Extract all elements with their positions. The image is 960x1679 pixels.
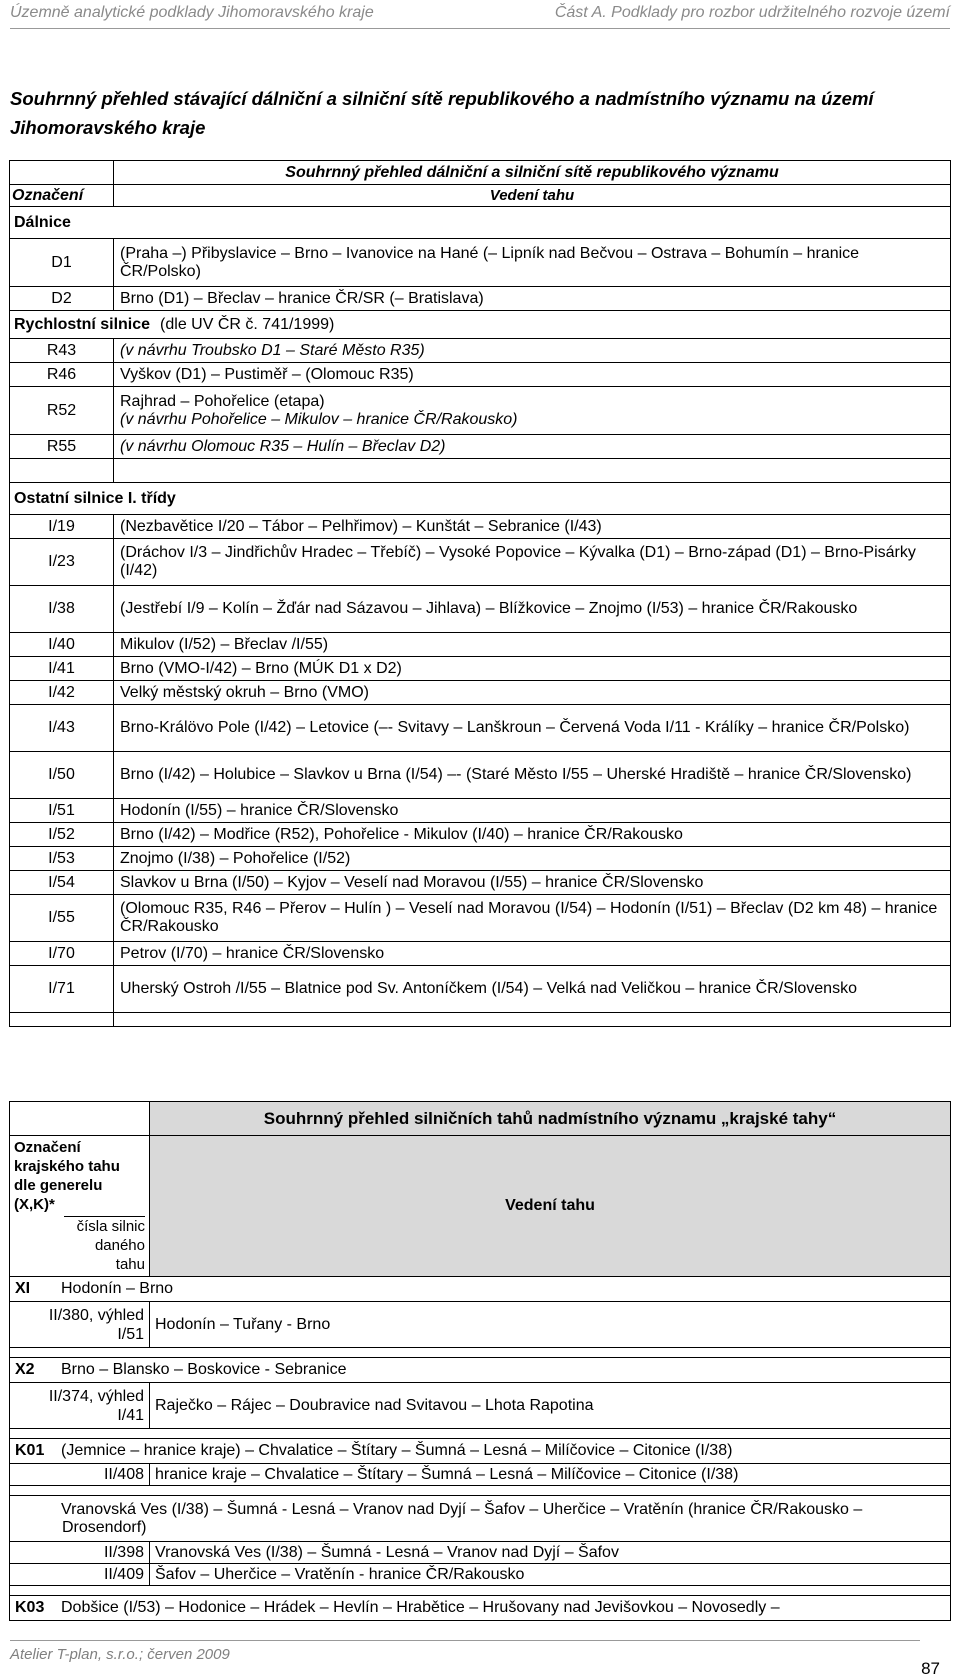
table-row: [10, 185, 951, 207]
regional-route-code: K03: [15, 1599, 45, 1616]
section-dalnice: Dálnice: [10, 207, 951, 239]
blank-cell: [10, 1486, 951, 1496]
table-row: [10, 539, 951, 586]
regional-route-main: [10, 1496, 951, 1542]
table-row: [10, 483, 951, 515]
route-code: I/38: [10, 586, 114, 633]
route-code: I/40: [10, 633, 114, 657]
regional-route-code: X2: [15, 1361, 35, 1378]
table-row: [10, 1358, 951, 1383]
route-code: D2: [10, 287, 114, 311]
table-row: [10, 207, 951, 239]
table-row: [10, 1496, 951, 1542]
table-row: [10, 657, 951, 681]
route-code: R52: [10, 387, 114, 435]
route-code: I/50: [10, 752, 114, 799]
road-route: hranice kraje – Chvalatice – Štítary – Šumná – Lesná – Milíčovice – Citonice (I/38): [150, 1464, 951, 1486]
route-description: Brno (VMO-I/42) – Brno (MÚK D1 x D2): [114, 657, 951, 681]
table2-title: Souhrnný přehled silničních tahů nadmístního významu „krajské tahy“: [150, 1102, 951, 1136]
footer-text: Atelier T-plan, s.r.o.; červen 2009: [10, 1646, 230, 1663]
route-line: (v návrhu Troubsko D1 – Staré Město R35): [120, 341, 425, 359]
road-number: II/374, výhled I/41: [10, 1383, 150, 1429]
route-code: I/43: [10, 705, 114, 752]
table-row: [10, 705, 951, 752]
route-description: Brno-Králövo Pole (I/42) – Letovice (–- Svitavy – Lanškroun – Červená Voda I/11 - Králíky – hranice ČR/Polsko): [114, 705, 951, 752]
table-row: [10, 161, 951, 185]
blank-cell: [10, 1013, 114, 1027]
national-road-table: [9, 160, 951, 1027]
section-ostatni: Ostatní silnice I. třídy: [10, 483, 951, 515]
table-row: [10, 1429, 951, 1439]
table-row: [10, 459, 951, 483]
col-header-code-sub: čísla silnic daného tahu: [64, 1216, 145, 1274]
table-row: [10, 1013, 951, 1027]
blank-cell: [10, 1348, 951, 1358]
route-description: Znojmo (I/38) – Pohořelice (I/52): [114, 847, 951, 871]
blank-cell: [10, 1586, 951, 1596]
table-row: [10, 1596, 951, 1621]
route-code: I/19: [10, 515, 114, 539]
table-row: [10, 363, 951, 387]
route-line: (v návrhu Olomouc R35 – Hulín – Břeclav D2): [120, 437, 446, 455]
table-row: [10, 633, 951, 657]
table-row: [10, 1486, 951, 1496]
route-description: (Nezbavětice I/20 – Tábor – Pelhřimov) – Kunštát – Sebranice (I/43): [114, 515, 951, 539]
table-row: [10, 239, 951, 287]
route-line: Vyškov (D1) – Pustiměř – (Olomouc R35): [120, 365, 414, 383]
blank-cell: [114, 1013, 951, 1027]
route-description: Mikulov (I/52) – Břeclav /I/55): [114, 633, 951, 657]
header-left: Územně analytické podklady Jihomoravského kraje: [10, 4, 374, 21]
regional-route-code: K01: [15, 1442, 45, 1459]
page-title: Souhrnný přehled stávající dálniční a silniční sítě republikového a nadmístního významu na území Jihomoravského kraje: [10, 88, 874, 138]
col-header-route: Vedení tahu: [114, 185, 951, 207]
route-description: Uherský Ostroh /I/55 – Blatnice pod Sv. Antoníčkem (I/54) – Velká nad Veličkou – hranice ČR/Slovensko: [114, 966, 951, 1013]
regional-road-table: [9, 1101, 951, 1621]
route-description: Brno (I/42) – Holubice – Slavkov u Brna (I/54) –- (Staré Město I/55 – Uherské Hradiště – hranice ČR/Slovensko): [114, 752, 951, 799]
regional-route-desc: Hodonín – Brno: [61, 1280, 174, 1297]
route-code: I/41: [10, 657, 114, 681]
regional-route-main: [10, 1277, 951, 1302]
header-divider: [10, 28, 950, 29]
route-code: I/71: [10, 966, 114, 1013]
header-right: Část A. Podklady pro rozbor udržitelného rozvoje území: [554, 4, 950, 21]
regional-route-desc: Dobšice (I/53) – Hodonice – Hrádek – Hevlín – Hrabětice – Hrušovany nad Jevišovkou – Novosedly –: [61, 1599, 780, 1616]
table-row: [10, 287, 951, 311]
route-code: R43: [10, 339, 114, 363]
regional-route-desc: (Jemnice – hranice kraje) – Chvalatice – Štítary – Šumná – Lesná – Milíčovice – Citonice (I/38): [61, 1442, 733, 1459]
table-row: [10, 895, 951, 942]
route-description: (Jestřebí I/9 – Kolín – Žďár nad Sázavou – Jihlava) – Blížkovice – Znojmo (I/53) – hranice ČR/Rakousko: [114, 586, 951, 633]
table-row: [10, 752, 951, 799]
section-rychlostni-label: Rychlostní silnice: [14, 315, 151, 333]
col-header-route: Vedení tahu: [150, 1136, 951, 1277]
route-code: D1: [10, 239, 114, 287]
route-code: I/52: [10, 823, 114, 847]
table-row: [10, 1439, 951, 1464]
table-row: [10, 966, 951, 1013]
route-description: Hodonín (I/55) – hranice ČR/Slovensko: [114, 799, 951, 823]
section-rychlostni-note: (dle UV ČR č. 741/1999): [160, 315, 335, 333]
regional-route-main: [10, 1596, 951, 1621]
regional-route-code: XI: [15, 1280, 31, 1297]
table-row: [10, 1136, 951, 1277]
table-row: [10, 1542, 951, 1564]
route-code: I/53: [10, 847, 114, 871]
table-row: [10, 1586, 951, 1596]
road-route: Raječko – Rájec – Doubravice nad Svitavou – Lhota Rapotina: [150, 1383, 951, 1429]
road-number: II/408: [10, 1464, 150, 1486]
col-header-code-label: Označení krajského tahu dle generelu (X,K)*: [14, 1139, 120, 1213]
route-code: I/23: [10, 539, 114, 586]
table-row: [10, 871, 951, 895]
route-description: [114, 387, 951, 435]
route-description: [114, 435, 951, 459]
blank-cell: [10, 1429, 951, 1439]
page-number: 87: [921, 1659, 940, 1678]
blank-cell: [114, 459, 951, 483]
table-row: [10, 1383, 951, 1429]
road-route: Šafov – Uherčice – Vratěnín - hranice ČR/Rakousko: [150, 1564, 951, 1586]
route-description: Velký městský okruh – Brno (VMO): [114, 681, 951, 705]
table-row: [10, 1348, 951, 1358]
blank-cell: [10, 1102, 150, 1136]
route-description: [114, 363, 951, 387]
regional-route-desc: Brno – Blansko – Boskovice - Sebranice: [61, 1361, 347, 1378]
table-row: [10, 942, 951, 966]
regional-route-desc: Vranovská Ves (I/38) – Šumná - Lesná – Vranov nad Dyjí – Šafov – Uherčice – Vratěnín (hranice ČR/Rakousko – Drosendorf): [61, 1500, 863, 1536]
route-code: R46: [10, 363, 114, 387]
route-code: I/42: [10, 681, 114, 705]
route-description: (Praha –) Přibyslavice – Brno – Ivanovice na Hané (– Lipník nad Bečvou – Ostrava – Bohumín – hranice ČR/Polsko): [114, 239, 951, 287]
table-row: [10, 823, 951, 847]
table-row: [10, 339, 951, 363]
table1-title: Souhrnný přehled dálniční a silniční sítě republikového významu: [114, 161, 951, 185]
road-number: II/409: [10, 1564, 150, 1586]
route-code: R55: [10, 435, 114, 459]
route-description: Petrov (I/70) – hranice ČR/Slovensko: [114, 942, 951, 966]
table-row: [10, 1302, 951, 1348]
route-code: I/51: [10, 799, 114, 823]
regional-route-main: [10, 1439, 951, 1464]
table-row: [10, 311, 951, 339]
regional-route-main: [10, 1358, 951, 1383]
route-description: [114, 339, 951, 363]
road-route: Vranovská Ves (I/38) – Šumná - Lesná – Vranov nad Dyjí – Šafov: [150, 1542, 951, 1564]
table-row: [10, 435, 951, 459]
table-row: [10, 586, 951, 633]
table-row: [10, 1102, 951, 1136]
table-row: [10, 681, 951, 705]
road-number: II/398: [10, 1542, 150, 1564]
route-description: Slavkov u Brna (I/50) – Kyjov – Veselí nad Moravou (I/55) – hranice ČR/Slovensko: [114, 871, 951, 895]
col-header-code: [10, 1136, 150, 1277]
road-route: Hodonín – Tuřany - Brno: [150, 1302, 951, 1348]
route-line-2: (v návrhu Pohořelice – Mikulov – hranice ČR/Rakousko): [120, 410, 518, 428]
route-description: (Dráchov I/3 – Jindřichův Hradec – Třebíč) – Vysoké Popovice – Kývalka (D1) – Brno-západ (D1) – Brno-Pisárky (I/42): [114, 539, 951, 586]
section-rychlostni: [10, 311, 951, 339]
table-row: [10, 1277, 951, 1302]
table-row: [10, 1564, 951, 1586]
blank-cell: [10, 161, 114, 185]
table-row: [10, 1464, 951, 1486]
route-code: I/54: [10, 871, 114, 895]
col-header-code: Označení: [10, 185, 114, 207]
route-description: (Olomouc R35, R46 – Přerov – Hulín ) – Veselí nad Moravou (I/54) – Hodonín (I/51) – Břeclav (D2 km 48) – hranice ČR/Rakousko: [114, 895, 951, 942]
route-description: Brno (I/42) – Modřice (R52), Pohořelice - Mikulov (I/40) – hranice ČR/Rakousko: [114, 823, 951, 847]
running-header: [10, 4, 950, 26]
footer-divider: [10, 1640, 920, 1641]
road-number: II/380, výhled I/51: [10, 1302, 150, 1348]
table-row: [10, 799, 951, 823]
route-description: Brno (D1) – Břeclav – hranice ČR/SR (– Bratislava): [114, 287, 951, 311]
route-code: I/55: [10, 895, 114, 942]
route-line: Rajhrad – Pohořelice (etapa): [120, 392, 325, 410]
table-row: [10, 387, 951, 435]
table-row: [10, 847, 951, 871]
regional-route-code: [15, 1501, 61, 1519]
blank-cell: [10, 459, 114, 483]
table-row: [10, 515, 951, 539]
route-code: I/70: [10, 942, 114, 966]
